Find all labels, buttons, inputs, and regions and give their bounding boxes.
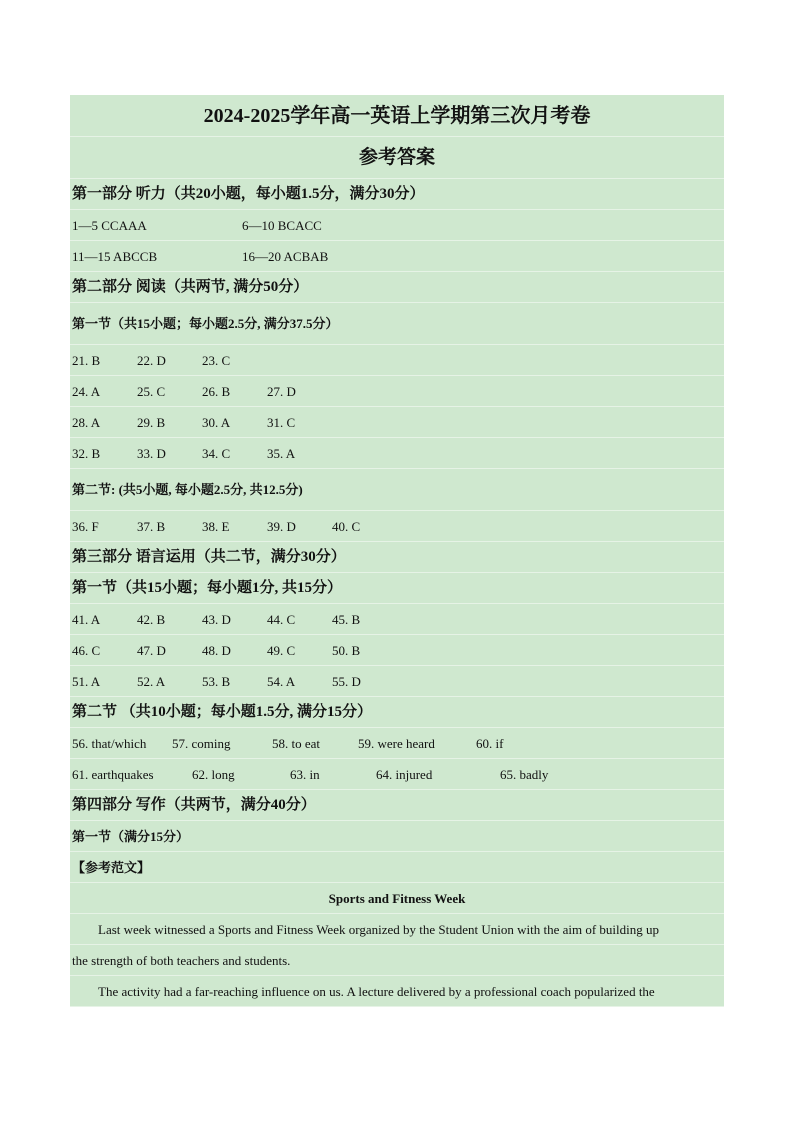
answer-item: 64. injured <box>376 767 433 782</box>
answer-item: 30. A <box>202 415 231 430</box>
answer-item: 59. were heard <box>358 736 435 751</box>
answer-row <box>70 407 724 438</box>
answer-group: 1—5 CCAAA <box>72 218 147 233</box>
answer-item: 40. C <box>332 519 361 534</box>
answer-item: 55. D <box>332 674 361 689</box>
essay-paragraph-line: Last week witnessed a Sports and Fitness Week organized by the Student Union with the aim of building up <box>70 914 724 945</box>
answer-item: 25. C <box>137 384 166 399</box>
answer-group: 16—20 ACBAB <box>242 249 329 264</box>
answer-row <box>70 376 724 407</box>
part3-section2-heading: 第二节 （共10小题；每小题1.5分, 满分15分） <box>70 697 724 728</box>
answer-item: 32. B <box>72 446 101 461</box>
part3-heading: 第三部分 语言运用（共二节，满分30分） <box>70 542 724 573</box>
document-subtitle: 参考答案 <box>70 137 724 179</box>
part1-heading: 第一部分 听力（共20小题，每小题1.5分，满分30分） <box>70 179 724 210</box>
answer-item: 28. A <box>72 415 101 430</box>
part2-section2-heading: 第二节: (共5小题, 每小题2.5分, 共12.5分) <box>70 469 724 511</box>
answer-item: 23. C <box>202 353 231 368</box>
answer-item: 22. D <box>137 353 166 368</box>
answer-item: 56. that/which <box>72 736 147 751</box>
answer-row <box>70 604 724 635</box>
answer-group: 6—10 BCACC <box>242 218 322 233</box>
answer-item: 44. C <box>267 612 296 627</box>
answer-item: 24. A <box>72 384 101 399</box>
answer-item: 36. F <box>72 519 99 534</box>
answer-item: 37. B <box>137 519 166 534</box>
answer-item: 34. C <box>202 446 231 461</box>
answer-row <box>70 728 724 759</box>
answer-item: 21. B <box>72 353 101 368</box>
answer-row <box>70 635 724 666</box>
answer-row <box>70 345 724 376</box>
part2-section1-heading: 第一节（共15小题；每小题2.5分, 满分37.5分） <box>70 303 724 345</box>
answer-item: 27. D <box>267 384 296 399</box>
answer-item: 39. D <box>267 519 296 534</box>
answer-row <box>70 666 724 697</box>
answer-item: 54. A <box>267 674 296 689</box>
answer-row <box>70 759 724 790</box>
answer-row <box>70 511 724 542</box>
answer-item: 65. badly <box>500 767 549 782</box>
answer-item: 42. B <box>137 612 166 627</box>
answer-item: 63. in <box>290 767 320 782</box>
answer-item: 62. long <box>192 767 235 782</box>
answer-item: 48. D <box>202 643 231 658</box>
answer-row <box>70 241 724 272</box>
answer-item: 35. A <box>267 446 296 461</box>
essay-paragraph-line: the strength of both teachers and students. <box>70 945 724 976</box>
answer-item: 31. C <box>267 415 296 430</box>
answer-item: 41. A <box>72 612 101 627</box>
answer-item: 46. C <box>72 643 101 658</box>
answer-group: 11—15 ABCCB <box>72 249 158 264</box>
answer-item: 52. A <box>137 674 166 689</box>
essay-title: Sports and Fitness Week <box>70 883 724 914</box>
answer-sheet <box>70 95 724 1007</box>
answer-item: 51. A <box>72 674 101 689</box>
part4-heading: 第四部分 写作（共两节，满分40分） <box>70 790 724 821</box>
answer-item: 26. B <box>202 384 231 399</box>
answer-item: 45. B <box>332 612 361 627</box>
answer-row <box>70 438 724 469</box>
reference-label: 【参考范文】 <box>70 852 724 883</box>
answer-item: 38. E <box>202 519 230 534</box>
part3-section1-heading: 第一节（共15小题；每小题1分, 共15分） <box>70 573 724 604</box>
answer-item: 50. B <box>332 643 361 658</box>
document-title: 2024-2025学年高一英语上学期第三次月考卷 <box>70 95 724 137</box>
answer-item: 61. earthquakes <box>72 767 154 782</box>
answer-item: 58. to eat <box>272 736 321 751</box>
essay-paragraph-line: The activity had a far-reaching influence on us. A lecture delivered by a professional coach popularized the <box>70 976 724 1007</box>
answer-item: 47. D <box>137 643 166 658</box>
answer-item: 29. B <box>137 415 166 430</box>
answer-item: 53. B <box>202 674 231 689</box>
answer-item: 49. C <box>267 643 296 658</box>
part2-heading: 第二部分 阅读（共两节, 满分50分） <box>70 272 724 303</box>
answer-item: 43. D <box>202 612 231 627</box>
part4-section1-heading: 第一节（满分15分） <box>70 821 724 852</box>
answer-item: 33. D <box>137 446 166 461</box>
answer-item: 60. if <box>476 736 504 751</box>
answer-row <box>70 210 724 241</box>
answer-item: 57. coming <box>172 736 231 751</box>
